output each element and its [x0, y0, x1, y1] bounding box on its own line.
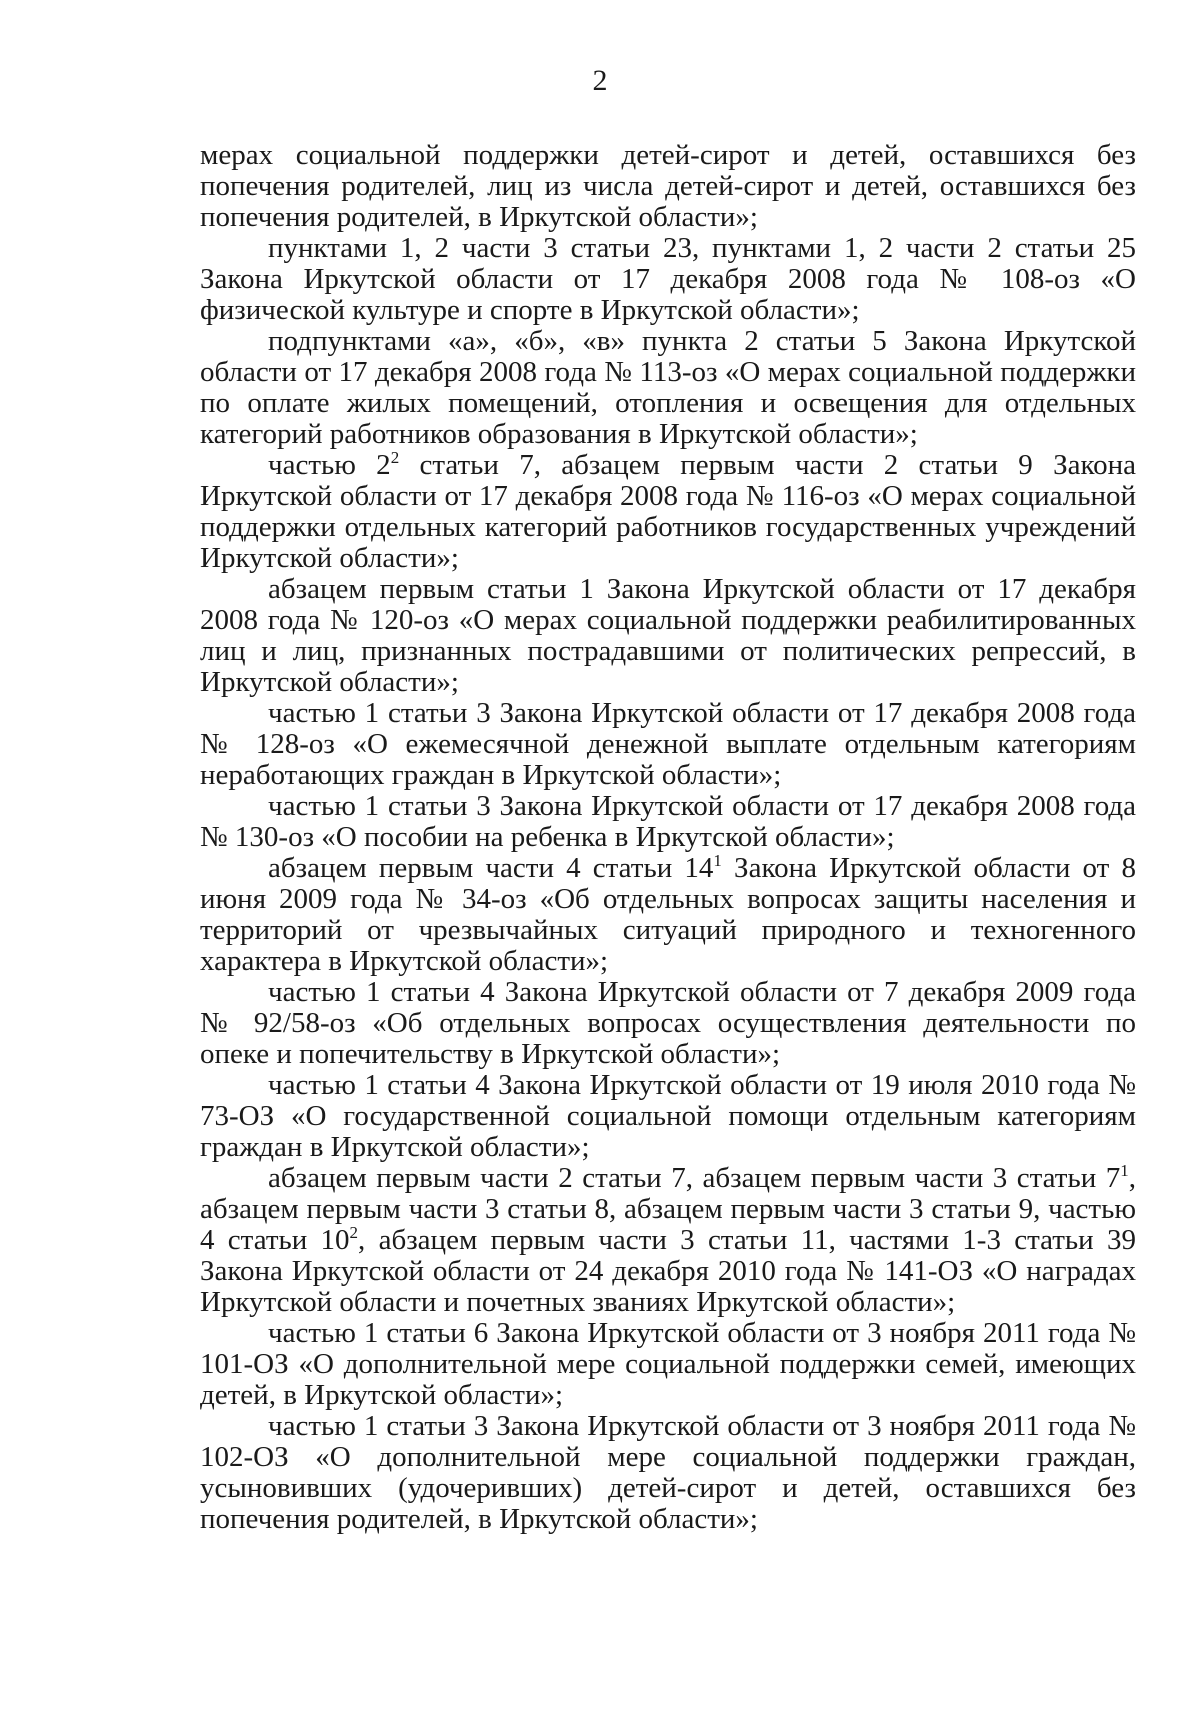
- paragraph: [200, 698, 1136, 791]
- paragraph-text: частью 1 статьи 4 Закона Иркутской области от 7 декабря 2009 года № 92/58-оз «Об отдельных вопросах осуществления деятельности по опеке и попечительству в Иркутской области»;: [200, 976, 1136, 1070]
- paragraph: [200, 1411, 1136, 1535]
- paragraph-text: частью 2: [268, 449, 391, 481]
- superscript: 2: [349, 1223, 359, 1242]
- paragraph: [200, 1070, 1136, 1163]
- paragraph: [200, 326, 1136, 450]
- document-body: [200, 140, 1136, 1535]
- paragraph: [200, 233, 1136, 326]
- paragraph-text: , абзацем первым части 3 статьи 8, абзацем первым части 3 статьи 9, частью 4 статьи 10: [200, 1162, 1136, 1256]
- paragraph: [200, 791, 1136, 853]
- paragraph-text: частью 1 статьи 6 Закона Иркутской области от 3 ноября 2011 года № 101-ОЗ «О дополнительной мере социальной поддержки семей, имеющих детей, в Иркутской области»;: [200, 1317, 1136, 1411]
- paragraph: [200, 1163, 1136, 1318]
- page-number: 2: [592, 64, 608, 97]
- superscript: 1: [1120, 1161, 1129, 1180]
- paragraph: [200, 853, 1136, 977]
- superscript: 2: [390, 448, 400, 467]
- paragraph: [200, 140, 1136, 233]
- paragraph-text: частью 1 статьи 3 Закона Иркутской области от 3 ноября 2011 года № 102-ОЗ «О дополнительной мере социальной поддержки граждан, усыновивших (удочеривших) детей-сирот и детей, оставшихся без попечения родителей, в Иркутской области»;: [200, 1410, 1136, 1535]
- paragraph-text: частью 1 статьи 3 Закона Иркутской области от 17 декабря 2008 года № 130-оз «О пособии на ребенка в Иркутской области»;: [200, 790, 1136, 853]
- paragraph-text: мерах социальной поддержки детей-сирот и детей, оставшихся без попечения родителей, лиц из числа детей-сирот и детей, оставшихся без попечения родителей, в Иркутской области»;: [200, 139, 1136, 233]
- superscript: 1: [713, 851, 722, 870]
- paragraph-text: частью 1 статьи 3 Закона Иркутской области от 17 декабря 2008 года № 128-оз «О ежемесячной денежной выплате отдельным категориям неработающих граждан в Иркутской области»;: [200, 697, 1136, 791]
- paragraph: [200, 450, 1136, 574]
- paragraph-text: абзацем первым части 2 статьи 7, абзацем первым части 3 статьи 7: [268, 1162, 1121, 1194]
- paragraph: [200, 977, 1136, 1070]
- paragraph-text: статьи 7, абзацем первым части 2 статьи 9 Закона Иркутской области от 17 декабря 2008 года № 116-оз «О мерах социальной поддержки отдельных категорий работников государственных учреждений Иркутской области»;: [200, 449, 1136, 574]
- paragraph-text: частью 1 статьи 4 Закона Иркутской области от 19 июля 2010 года № 73-ОЗ «О государственной социальной помощи отдельным категориям граждан в Иркутской области»;: [200, 1069, 1136, 1163]
- paragraph-text: Закона Иркутской области от 8 июня 2009 года № 34-оз «Об отдельных вопросах защиты населения и территорий от чрезвычайных ситуаций природного и техногенного характера в Иркутской области»;: [200, 852, 1136, 977]
- paragraph-text: , абзацем первым части 3 статьи 11, частями 1-3 статьи 39 Закона Иркутской области от 24 декабря 2010 года № 141-ОЗ «О наградах Иркутской области и почетных званиях Иркутской области»;: [200, 1224, 1136, 1318]
- paragraph-text: пунктами 1, 2 части 3 статьи 23, пунктами 1, 2 части 2 статьи 25 Закона Иркутской области от 17 декабря 2008 года № 108-оз «О физической культуре и спорте в Иркутской области»;: [200, 232, 1136, 326]
- paragraph: [200, 1318, 1136, 1411]
- paragraph-text: подпунктами «а», «б», «в» пункта 2 статьи 5 Закона Иркутской области от 17 декабря 2008 года № 113-оз «О мерах социальной поддержки по оплате жилых помещений, отопления и освещения для отдельных категорий работников образования в Иркутской области»;: [200, 325, 1136, 450]
- paragraph-text: абзацем первым части 4 статьи 14: [268, 852, 714, 884]
- paragraph: [200, 574, 1136, 698]
- paragraph-text: абзацем первым статьи 1 Закона Иркутской области от 17 декабря 2008 года № 120-оз «О мерах социальной поддержки реабилитированных лиц и лиц, признанных пострадавшими от политических репрессий, в Иркутской области»;: [200, 573, 1136, 698]
